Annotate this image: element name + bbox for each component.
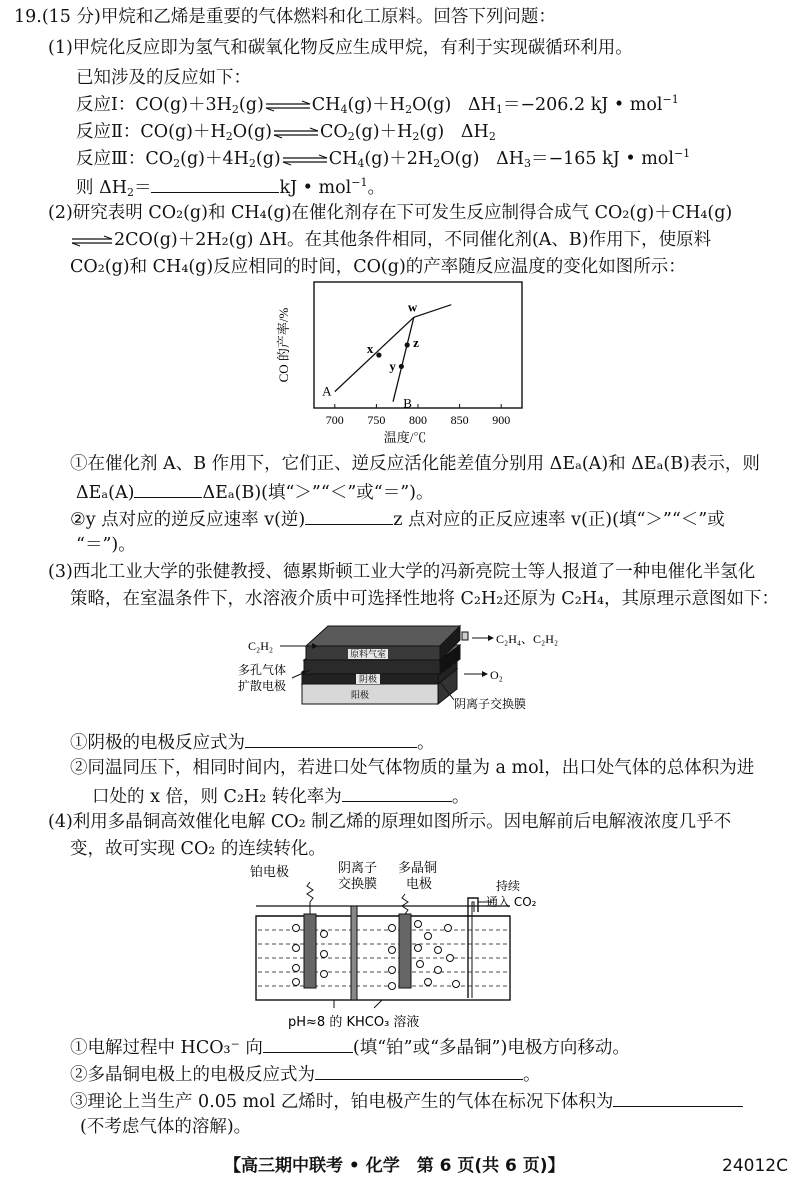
x-axis-label: 温度/℃ xyxy=(383,430,427,445)
part1-known: 已知涉及的反应如下： xyxy=(76,68,251,88)
solution-label: pH≈8 的 KHCO₃ 溶液 xyxy=(288,1015,420,1030)
part3-q2-line2: 口处的 x 倍，则 C₂H₂ 转化率为 。 xyxy=(92,787,470,807)
answer-blank[interactable] xyxy=(245,733,417,748)
svg-text:原料气室: 原料气室 xyxy=(349,650,387,660)
pt-electrode-label: 铂电极 xyxy=(250,865,290,880)
svg-text:阴极: 阴极 xyxy=(358,675,378,685)
outlet-label: C₂H₄、C₂H₂ xyxy=(496,632,559,646)
point-label-w: w xyxy=(407,299,418,315)
part2-line3: CO₂(g)和 CH₄(g)反应相同的时间，CO(g)的产率随反应温度的变化如图所示： xyxy=(70,257,686,277)
question-number: 19. xyxy=(14,7,42,27)
series-label-A: A xyxy=(322,383,332,399)
part1-title: (1)甲烷化反应即为氢气和碳氧化物反应生成甲烷，有利于实现碳循环利用。 xyxy=(48,38,633,58)
answer-blank[interactable] xyxy=(342,787,452,802)
reaction-2: 反应Ⅱ：$CO(g)+H_2O(g)$ $CO_2(g)+H_2(g)$ $\Delta H_2$ xyxy=(76,122,496,143)
part2-line1: (2)研究表明 CO₂(g)和 CH₄(g)在催化剂存在下可发生反应制得合成气 CO₂(g)＋CH₄(g) xyxy=(48,203,733,223)
electrolyzer-figure xyxy=(232,612,562,722)
x-tick-label: 750 xyxy=(367,413,386,427)
point-z xyxy=(405,342,410,347)
x-tick-label: 900 xyxy=(492,413,511,427)
part4-line1: (4)利用多晶铜高效催化电解 CO₂ 制乙烯的原理如图所示。因电解前后电解液浓度几乎不 xyxy=(48,812,732,832)
electrode-label-1: 多孔气体 xyxy=(238,663,287,677)
electrode-label-2: 扩散电极 xyxy=(238,679,287,693)
question-header xyxy=(14,9,556,27)
answer-blank[interactable] xyxy=(305,510,393,525)
co2-label-1: 持续 xyxy=(496,879,521,893)
inlet-label: C₂H₂ xyxy=(248,639,274,653)
membrane-label-1: 阴离子 xyxy=(338,861,378,876)
part2-q2-line2: “＝”)。 xyxy=(76,535,136,555)
equilibrium-arrow-icon xyxy=(70,235,114,247)
answer-blank[interactable] xyxy=(613,1092,743,1107)
cu-electrode-label-2: 电极 xyxy=(406,877,433,892)
co-yield-chart xyxy=(272,276,532,448)
equilibrium-arrow-icon xyxy=(272,127,320,139)
reaction-3: 反应Ⅲ：$CO_2(g)+4H_2(g)$ $CH_4(g)+2H_2O(g)$ $\Delta H_3=-165$ kJ • mol$^{-1}$ xyxy=(76,147,691,170)
part3-q1: ①阴极的电极反应式为 。 xyxy=(70,733,435,753)
part3-line2: 策略，在室温条件下，水溶液介质中可选择性地将 C₂H₂还原为 C₂H₄，其原理示意图如下： xyxy=(70,589,779,609)
answer-blank[interactable] xyxy=(151,178,279,193)
part4-q3-line2: (不考虑气体的溶解)。 xyxy=(80,1117,252,1137)
membrane-label: 阴离子交换膜 xyxy=(454,697,527,711)
part2-q1-line1: ①在催化剂 A、B 作用下，它们正、逆反应活化能差值分别用 ΔEₐ(A)和 ΔEₐ(B)表示，则 xyxy=(70,454,760,474)
part4-q1: ①电解过程中 HCO₃⁻ 向 (填“铂”或“多晶铜”)电极方向移动。 xyxy=(70,1038,630,1058)
equilibrium-arrow-icon xyxy=(264,100,312,112)
svg-text:阳极: 阳极 xyxy=(350,691,370,701)
series-label-B: B xyxy=(403,395,412,411)
part2-q1-line2: ΔEₐ(A) ΔEₐ(B)(填“＞”“＜”或“＝”)。 xyxy=(76,483,434,503)
part1-question: 则 $\Delta H_2=$ kJ • mol$^{-1}$。 xyxy=(76,176,385,199)
paper-code: 24012C xyxy=(722,1156,788,1176)
o2-label: O₂ xyxy=(490,668,503,682)
reaction-1: 反应Ⅰ：$CO(g)+3H_2(g)$ $CH_4(g)+H_2O(g)$ $\Delta H_1=-206.2$ kJ • mol$^{-1}$ xyxy=(76,93,679,116)
question-score: (15 分) xyxy=(41,7,101,27)
co2-label-2: 通入 CO₂ xyxy=(486,895,537,909)
point-y xyxy=(399,364,404,369)
page-footer: 【高三期中联考 • 化学 第 6 页(共 6 页)】 xyxy=(224,1156,565,1176)
part2-line2: 2CO(g)＋2H₂(g) ΔH。在其他条件相同，不同催化剂(A、B)作用下，使原料 xyxy=(70,232,711,250)
point-label-y: y xyxy=(389,358,396,374)
y-axis-label: CO 的产率/% xyxy=(276,307,291,383)
point-x xyxy=(376,352,381,357)
series-line-B xyxy=(393,317,414,401)
membrane-label-2: 交换膜 xyxy=(338,877,378,892)
part4-q2: ②多晶铜电极上的电极反应式为 。 xyxy=(70,1065,541,1085)
x-tick-label: 700 xyxy=(325,413,344,427)
question-intro: 甲烷和乙烯是重要的气体燃料和化工原料。回答下列问题： xyxy=(100,7,556,27)
electrolysis-cell-figure xyxy=(242,858,562,1034)
point-label-z: z xyxy=(413,335,419,350)
cu-electrode-label-1: 多晶铜 xyxy=(398,861,438,876)
x-tick-label: 800 xyxy=(409,413,427,427)
x-tick-label: 850 xyxy=(450,413,469,427)
answer-blank[interactable] xyxy=(315,1065,523,1080)
part2-q2-line1: ②y 点对应的逆反应速率 v(逆) z 点对应的正反应速率 v(正)(填“＞”“＜”或 xyxy=(70,510,725,530)
series-line-A xyxy=(335,305,451,392)
part3-q2-line1: ②同温同压下，相同时间内，若进口处气体物质的量为 a mol，出口处气体的总体积为进 xyxy=(70,758,755,778)
answer-blank[interactable] xyxy=(263,1038,353,1053)
equilibrium-arrow-icon xyxy=(281,154,329,166)
part3-line1: (3)西北工业大学的张健教授、德累斯顿工业大学的冯新亮院士等人报道了一种电催化半氢化 xyxy=(48,562,756,582)
part4-line2: 变，故可实现 CO₂ 的连续转化。 xyxy=(70,839,326,859)
answer-blank[interactable] xyxy=(134,483,202,498)
part4-q3-line1: ③理论上当生产 0.05 mol 乙烯时，铂电极产生的气体在标况下体积为 xyxy=(70,1092,743,1112)
point-label-x: x xyxy=(366,341,374,357)
